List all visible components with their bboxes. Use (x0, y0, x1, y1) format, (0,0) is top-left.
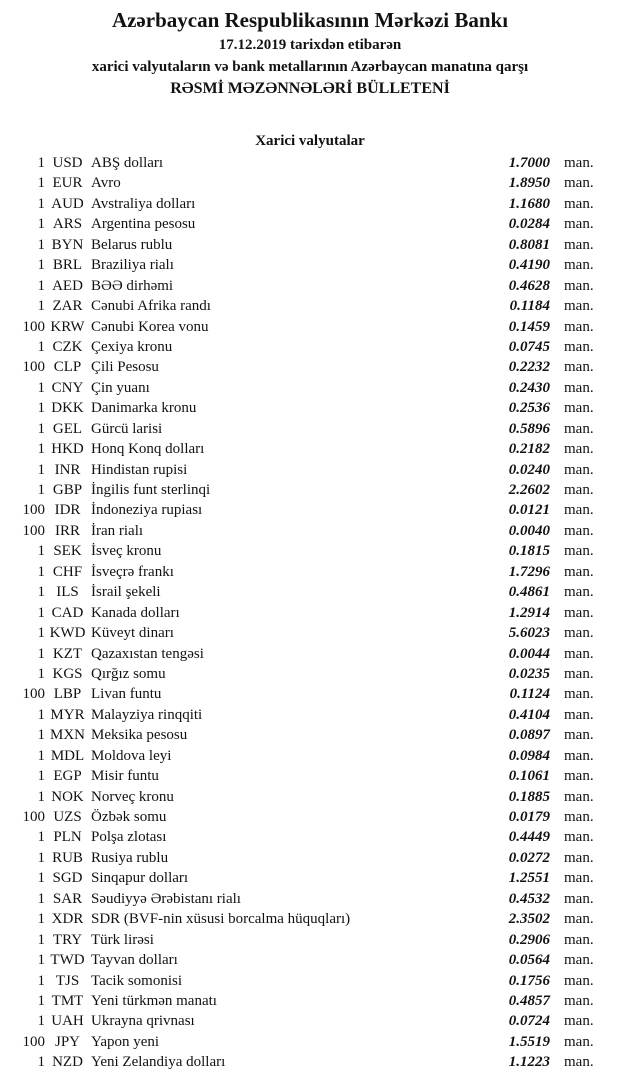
rate-value: 0.1184 (509, 298, 550, 315)
currency-code: LBP (53, 686, 82, 703)
currency-name: Yeni türkmən manatı (91, 992, 217, 1009)
rate-row (0, 868, 620, 888)
currency-name: Avstraliya dolları (91, 195, 196, 212)
rate-value: 0.4857 (508, 992, 550, 1009)
rate-unit: man. (564, 972, 594, 989)
rate-row (0, 930, 620, 950)
currency-name: İran rialı (91, 522, 144, 539)
currency-name: Livan funtu (91, 686, 162, 703)
currency-name: Qazaxıstan tengəsi (91, 645, 204, 662)
currency-name: Yeni Zelandiya dolları (91, 1054, 226, 1071)
rate-quantity: 1 (37, 155, 45, 171)
rate-unit: man. (564, 747, 594, 764)
currency-name: Gürcü larisi (91, 420, 163, 437)
rate-unit: man. (564, 461, 594, 478)
rate-quantity: 1 (37, 420, 45, 437)
currency-code: DKK (51, 400, 84, 417)
rate-unit: man. (564, 727, 594, 744)
rate-quantity: 1 (37, 727, 45, 744)
rate-value: 0.2430 (508, 379, 550, 396)
rate-quantity: 1 (37, 216, 45, 233)
rate-row (0, 317, 620, 337)
rate-quantity: 1 (37, 277, 45, 294)
rate-quantity: 1 (37, 911, 45, 928)
rate-value: 0.0984 (508, 747, 550, 764)
rate-value: 0.2536 (508, 400, 550, 417)
currency-name: Argentina pesosu (91, 216, 196, 233)
currency-code: SEK (53, 543, 82, 560)
rate-quantity: 1 (37, 379, 45, 396)
rate-quantity: 1 (37, 338, 45, 355)
rate-row (0, 194, 620, 214)
currency-name: Malayziya rinqqiti (91, 706, 203, 723)
rate-quantity: 1 (37, 706, 45, 723)
rate-row (0, 623, 620, 643)
currency-name: Meksika pesosu (91, 727, 188, 744)
rate-row (0, 664, 620, 684)
rate-value: 0.0040 (508, 522, 550, 539)
rate-unit: man. (564, 563, 594, 580)
rate-value: 0.2906 (508, 931, 550, 948)
currency-code: IRR (54, 522, 80, 539)
rate-row (0, 419, 620, 439)
currency-name: Çexiya kronu (91, 338, 173, 355)
currency-name: Yapon yeni (91, 1033, 160, 1050)
rate-quantity: 1 (37, 604, 45, 621)
rate-row (0, 276, 620, 296)
rate-row (0, 398, 620, 418)
currency-code: BYN (51, 236, 84, 253)
rate-value: 0.5896 (508, 420, 550, 437)
rate-quantity: 1 (37, 584, 45, 601)
rate-unit: man. (564, 318, 594, 335)
rate-value: 0.4190 (508, 257, 550, 274)
rate-unit: man. (564, 502, 594, 519)
currency-code: USD (52, 155, 83, 171)
rate-quantity: 1 (37, 1013, 45, 1030)
currency-name: Cənubi Korea vonu (91, 318, 209, 335)
rate-quantity: 1 (37, 992, 45, 1009)
currency-name: Tacik somonisi (91, 972, 183, 989)
bulletin-title: RƏSMİ MƏZƏNNƏLƏRİ BÜLLETENİ (170, 80, 450, 97)
rate-unit: man. (564, 604, 594, 621)
rate-value: 1.5519 (508, 1033, 550, 1050)
currency-code: TWD (50, 952, 85, 969)
rate-unit: man. (564, 379, 594, 396)
rate-value: 0.0044 (508, 645, 550, 662)
rate-quantity: 1 (37, 236, 45, 253)
rate-quantity: 1 (37, 482, 45, 498)
rate-unit: man. (564, 788, 594, 805)
rate-row (0, 787, 620, 807)
currency-name: Ukrayna qrivnası (91, 1013, 195, 1030)
currency-code: NOK (51, 788, 84, 805)
rate-quantity: 1 (37, 543, 45, 560)
rate-unit: man. (564, 768, 594, 785)
rate-row (0, 480, 620, 500)
rate-unit: man. (564, 216, 594, 233)
rate-row (0, 582, 620, 602)
rate-value: 0.0724 (508, 1013, 550, 1030)
rate-quantity: 1 (37, 563, 45, 580)
currency-name: İsveç kronu (91, 543, 162, 560)
currency-name: Səudiyyə Ərəbistanı rialı (91, 890, 241, 907)
currency-name: Danimarka kronu (91, 400, 197, 417)
currency-name: Norveç kronu (91, 788, 174, 805)
rate-quantity: 1 (37, 1054, 45, 1071)
currency-name: ABŞ dolları (91, 155, 164, 171)
currency-code: SGD (52, 870, 83, 887)
rate-quantity: 1 (37, 257, 45, 274)
rate-value: 0.1815 (508, 543, 550, 560)
rate-unit: man. (564, 1013, 594, 1030)
rate-row (0, 971, 620, 991)
rate-quantity: 1 (37, 788, 45, 805)
rate-row (0, 173, 620, 193)
rate-value: 0.1124 (509, 686, 550, 703)
currency-code: EGP (53, 768, 82, 785)
rate-value: 0.1459 (508, 318, 550, 335)
rate-quantity: 1 (37, 645, 45, 662)
rate-quantity: 1 (37, 768, 45, 785)
currency-code: CAD (51, 604, 84, 621)
currency-code: GBP (52, 482, 83, 498)
rate-unit: man. (564, 809, 594, 825)
rate-row (0, 725, 620, 745)
rate-value: 0.1756 (508, 972, 550, 989)
currency-name: Qırğız somu (91, 665, 166, 682)
rate-value: 0.0284 (508, 216, 550, 233)
rate-row (0, 827, 620, 847)
rate-value: 5.6023 (508, 625, 550, 642)
currency-code: TJS (55, 972, 80, 989)
rate-unit: man. (564, 890, 594, 907)
rate-quantity: 1 (37, 972, 45, 989)
rate-unit: man. (564, 665, 594, 682)
rate-row (0, 439, 620, 459)
bank-title: Azərbaycan Respublikasının Mərkəzi Bankı (111, 8, 509, 32)
rate-unit: man. (564, 195, 594, 212)
currency-name: İsrail şekeli (91, 584, 161, 601)
currency-name: Cənubi Afrika randı (91, 298, 211, 315)
currency-code: UAH (51, 1013, 84, 1030)
rate-value: 0.1061 (508, 768, 550, 785)
currency-name: Moldova leyi (91, 747, 172, 764)
currency-code: XDR (51, 911, 84, 928)
currency-name: Hindistan rupisi (91, 461, 188, 478)
rate-row (0, 807, 620, 827)
rate-unit: man. (564, 236, 594, 253)
rate-row (0, 378, 620, 398)
rate-value: 0.0179 (508, 809, 550, 825)
rate-unit: man. (564, 625, 594, 642)
rate-unit: man. (564, 543, 594, 560)
rate-value: 0.8081 (508, 236, 550, 253)
rate-quantity: 1 (37, 829, 45, 846)
rate-quantity: 100 (22, 522, 45, 539)
rate-row (0, 991, 620, 1011)
currency-code: KRW (50, 318, 85, 335)
rate-quantity: 1 (37, 849, 45, 866)
currency-code: HKD (51, 441, 84, 458)
rate-row (0, 357, 620, 377)
rate-value: 0.2232 (508, 359, 550, 376)
rate-unit: man. (564, 359, 594, 376)
currency-name: BƏƏ dirhəmi (91, 277, 174, 294)
rate-value: 1.7296 (508, 563, 550, 580)
rate-quantity: 1 (37, 195, 45, 212)
currency-name: Tayvan dolları (91, 952, 178, 969)
currency-name: Sinqapur dolları (91, 870, 189, 887)
currency-code: GEL (52, 420, 83, 437)
currency-name: Çili Pesosu (91, 359, 159, 376)
rate-row (0, 562, 620, 582)
currency-code: UZS (53, 809, 82, 825)
rate-value: 0.4628 (508, 277, 550, 294)
rate-value: 0.0240 (508, 461, 550, 478)
rate-unit: man. (564, 155, 594, 171)
currency-code: PLN (53, 829, 82, 846)
exchange-rates-table (0, 153, 620, 1073)
rate-row (0, 1032, 620, 1052)
currency-code: JPY (54, 1033, 80, 1050)
currency-code: KWD (49, 625, 86, 642)
rate-value: 1.2551 (508, 870, 550, 887)
rate-value: 1.1223 (508, 1054, 550, 1071)
rate-row (0, 684, 620, 704)
rate-value: 0.0897 (508, 727, 550, 744)
rate-row (0, 644, 620, 664)
rate-value: 2.3502 (508, 911, 550, 928)
rate-quantity: 1 (37, 400, 45, 417)
rate-quantity: 1 (37, 441, 45, 458)
rate-value: 0.0564 (508, 952, 550, 969)
rate-row (0, 460, 620, 480)
rate-unit: man. (564, 952, 594, 969)
currency-name: Kanada dolları (91, 604, 180, 621)
rate-value: 0.2182 (508, 441, 550, 458)
rate-value: 0.1885 (508, 788, 550, 805)
currency-code: RUB (52, 849, 83, 866)
rate-row (0, 705, 620, 725)
rate-row (0, 500, 620, 520)
rate-quantity: 1 (37, 665, 45, 682)
rate-row (0, 889, 620, 909)
rate-row (0, 1052, 620, 1072)
currency-code: TRY (52, 931, 83, 948)
rate-unit: man. (564, 849, 594, 866)
rate-row (0, 235, 620, 255)
currency-name: SDR (BVF-nin xüsusi borcalma hüquqları) (91, 911, 351, 928)
rate-value: 2.2602 (508, 482, 550, 498)
rate-unit: man. (564, 441, 594, 458)
currency-name: Misir funtu (91, 768, 159, 785)
currency-name: Türk lirəsi (91, 931, 154, 948)
rate-quantity: 100 (22, 1033, 45, 1050)
rate-unit: man. (564, 911, 594, 928)
rate-row (0, 848, 620, 868)
rate-unit: man. (564, 338, 594, 355)
currency-code: SAR (52, 890, 83, 907)
rate-unit: man. (564, 992, 594, 1009)
document-header (0, 0, 620, 100)
rate-quantity: 1 (37, 298, 45, 315)
currency-code: ARS (52, 216, 83, 233)
rate-row (0, 214, 620, 234)
rate-unit: man. (564, 1033, 594, 1050)
currency-code: BRL (52, 257, 83, 274)
currency-code: ILS (56, 584, 79, 601)
rate-value: 1.7000 (508, 155, 550, 171)
currency-code: CHF (52, 563, 83, 580)
currency-code: NZD (52, 1054, 83, 1071)
rate-row (0, 603, 620, 623)
rate-unit: man. (564, 400, 594, 417)
document-subtitle: xarici valyutaların və bank metallarının Azərbaycan manatına qarşı (91, 59, 529, 75)
currency-code: CZK (52, 338, 83, 355)
rate-value: 0.0745 (508, 338, 550, 355)
rate-quantity: 100 (22, 318, 45, 335)
rate-row (0, 255, 620, 275)
rate-value: 1.2914 (508, 604, 550, 621)
currency-code: KZT (52, 645, 83, 662)
rate-value: 0.0121 (508, 502, 550, 519)
rate-unit: man. (564, 829, 594, 846)
rate-value: 0.4449 (508, 829, 550, 846)
rate-value: 0.0235 (508, 665, 550, 682)
rate-unit: man. (564, 1054, 594, 1071)
currency-code: AED (52, 277, 83, 294)
rate-unit: man. (564, 584, 594, 601)
rate-quantity: 1 (37, 461, 45, 478)
currency-code: MDL (50, 747, 85, 764)
rate-row (0, 766, 620, 786)
rate-row (0, 1011, 620, 1031)
rate-quantity: 100 (22, 686, 45, 703)
currency-code: MXN (49, 727, 85, 744)
currency-code: MYR (50, 706, 85, 723)
currency-name: Özbək somu (91, 809, 167, 825)
rate-quantity: 1 (37, 931, 45, 948)
currency-code: CLP (53, 359, 82, 376)
rate-unit: man. (564, 686, 594, 703)
rate-value: 0.0272 (508, 849, 550, 866)
rate-quantity: 1 (37, 175, 45, 192)
rate-value: 0.4104 (508, 706, 550, 723)
currency-code: TMT (51, 992, 84, 1009)
currency-name: Avro (91, 175, 121, 192)
rate-row (0, 950, 620, 970)
rate-row (0, 909, 620, 929)
currency-name: İndoneziya rupiası (91, 502, 203, 519)
rate-value: 0.4861 (508, 584, 550, 601)
rate-row (0, 521, 620, 541)
currency-name: Polşa zlotası (91, 829, 167, 846)
currency-code: INR (54, 461, 81, 478)
rate-unit: man. (564, 298, 594, 315)
rate-unit: man. (564, 257, 594, 274)
rate-quantity: 1 (37, 890, 45, 907)
rate-value: 1.8950 (508, 175, 550, 192)
currency-code: EUR (52, 175, 83, 192)
rate-row (0, 337, 620, 357)
rate-row (0, 153, 620, 173)
rate-row (0, 541, 620, 561)
currency-code: CNY (51, 379, 84, 396)
rate-unit: man. (564, 175, 594, 192)
rate-quantity: 1 (37, 870, 45, 887)
currency-name: Belarus rublu (91, 236, 173, 253)
rate-unit: man. (564, 870, 594, 887)
rate-unit: man. (564, 522, 594, 539)
section-title-foreign-currencies: Xarici valyutalar (255, 133, 365, 149)
rate-unit: man. (564, 277, 594, 294)
currency-name: İsveçrə frankı (91, 563, 174, 580)
currency-name: Rusiya rublu (91, 849, 169, 866)
rate-quantity: 100 (22, 809, 45, 825)
currency-code: ZAR (52, 298, 83, 315)
rate-unit: man. (564, 482, 594, 498)
rate-quantity: 1 (37, 747, 45, 764)
rate-unit: man. (564, 931, 594, 948)
rate-value: 1.1680 (508, 195, 550, 212)
currency-code: IDR (54, 502, 81, 519)
currency-code: AUD (51, 195, 84, 212)
rate-value: 0.4532 (508, 890, 550, 907)
effective-date-line: 17.12.2019 tarixdən etibarən (218, 37, 402, 53)
currency-name: Braziliya rialı (91, 257, 174, 274)
rate-unit: man. (564, 645, 594, 662)
rate-quantity: 1 (37, 952, 45, 969)
currency-name: İngilis funt sterlinqi (91, 482, 211, 498)
currency-name: Küveyt dinarı (91, 625, 174, 642)
rate-unit: man. (564, 706, 594, 723)
rate-quantity: 100 (22, 359, 45, 376)
currency-name: Çin yuanı (91, 379, 150, 396)
rate-unit: man. (564, 420, 594, 437)
rate-row (0, 296, 620, 316)
currency-code: KGS (52, 665, 83, 682)
rate-quantity: 100 (22, 502, 45, 519)
rate-quantity: 1 (37, 625, 45, 642)
rate-row (0, 746, 620, 766)
currency-name: Honq Konq dolları (91, 441, 205, 458)
